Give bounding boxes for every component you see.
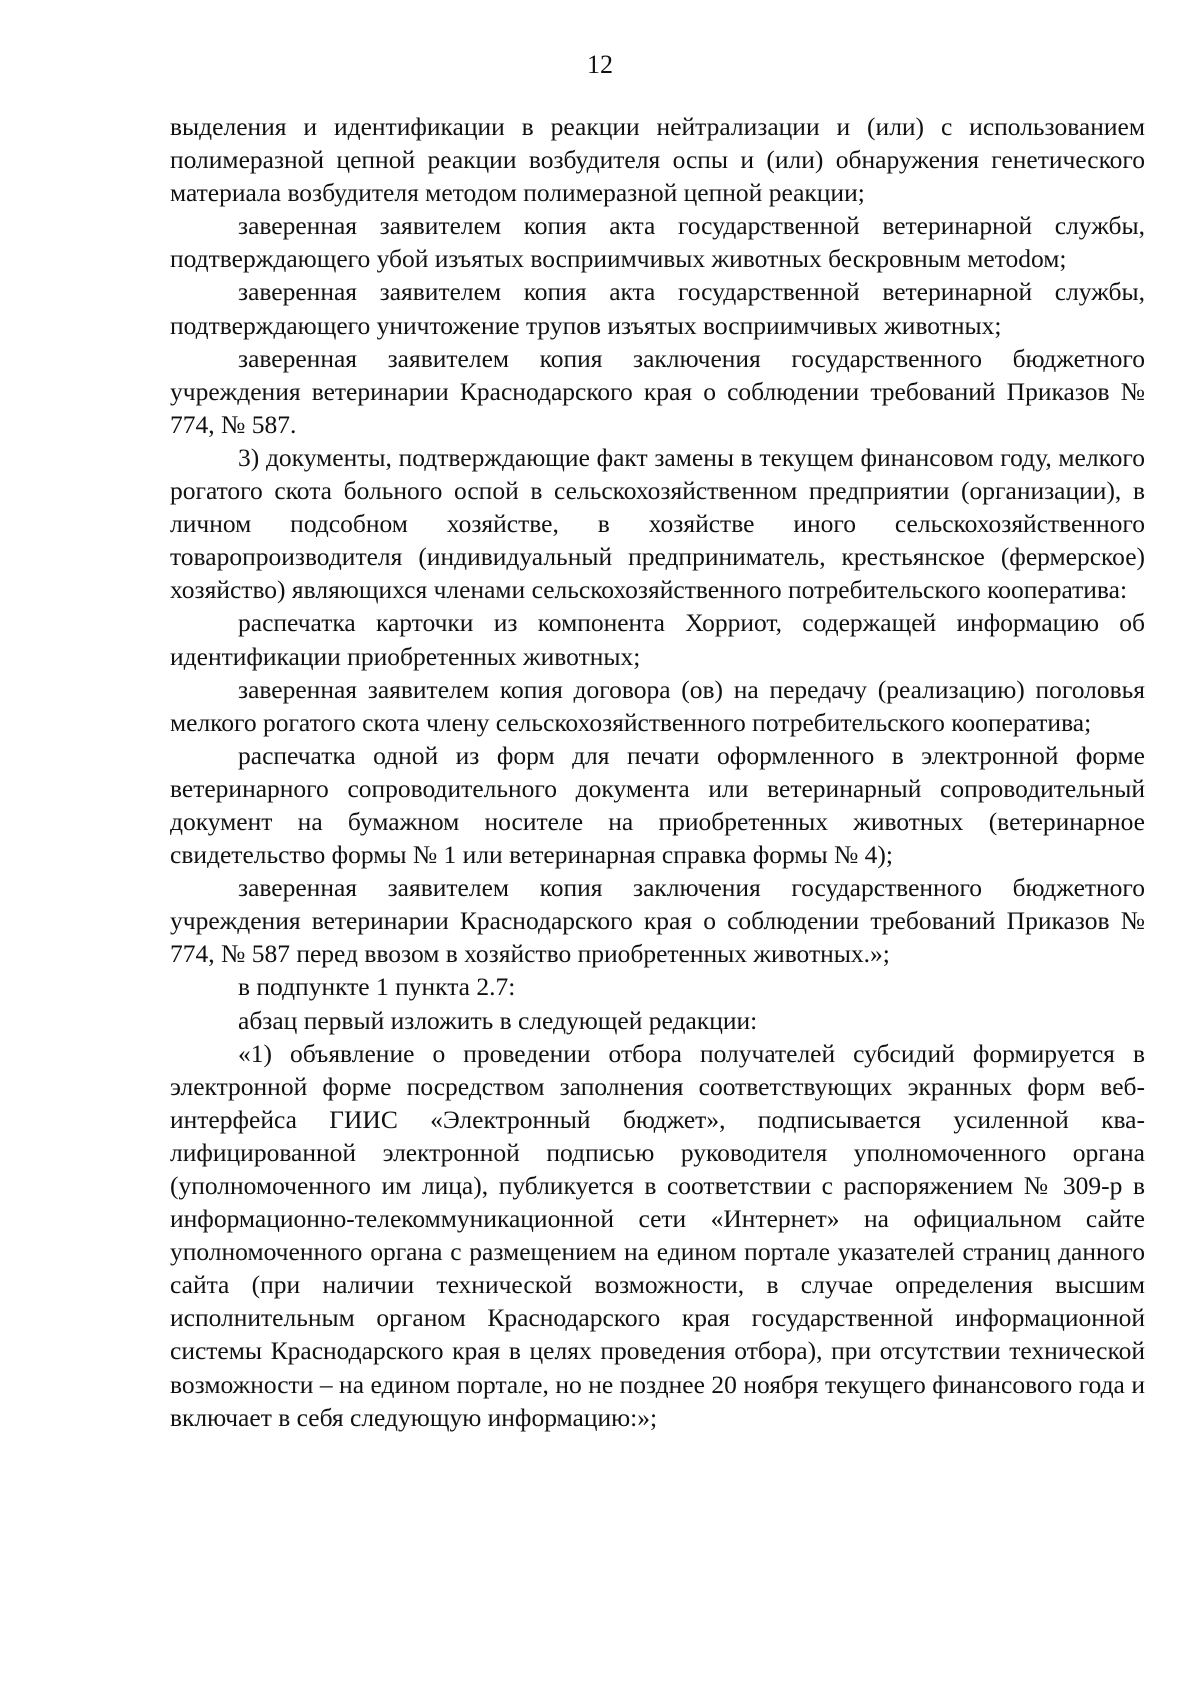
paragraph-selection-announcement: «1) объявление о проведении отбора получателей субсидий формируется в электронной форме посредством заполнения соответствующих экранных форм веб-интерфейса ГИИС «Электронный бюджет», подписывается усиленной квалифицированной электронной подписью руководителя уполномоченного органа (уполномоченного им лица), публикуется в соответствии с распоряжением № 309-р в информационно-телекоммуникационной сети «Интернет» на официальном сайте уполномоченного органа с размещением на едином портале указателей страниц данного сайта (при наличии технической возможности, в случае определения высшим исполнительным органом Краснодарского края государственной информационной системы Краснодарского края в целях проведения отбора), при отсутствии технической возможности – на едином портале, но не позднее 20 ноября текущего финансового года и включает в себя следующую информацию:»; bbox=[170, 1038, 1145, 1432]
paragraph-continuation: выделения и идентификации в реакции нейтрализации и (или) с использованием полимеразной цепной реакции возбудителя оспы и (или) обнаружения генетического материала возбудителя методом полимеразной цепной реакции; bbox=[170, 112, 1145, 208]
paragraph-horriot-card: распечатка карточки из компонента Хорриот, содержащей информацию об идентификации приобретенных животных; bbox=[170, 608, 1145, 671]
document-body bbox=[170, 110, 1145, 1434]
paragraph-vet-accompanying-document: распечатка одной из форм для печати оформленного в электронной форме ветеринарного сопроводительного документа или ветеринарный сопроводительный документ на бумажном носителе на приобретенных животных (ветеринарное свидетельство формы № 1 или ветеринарная справка формы № 4); bbox=[170, 740, 1145, 870]
paragraph-slaughter-act: заверенная заявителем копия акта государственной ветеринарной службы, подтверждающего убой изъятых восприимчивых животных бескровным метоdом; bbox=[170, 211, 1145, 274]
paragraph-carcass-destruction-act: заверенная заявителем копия акта государственной ветеринарной службы, подтверждающего уничтожение трупов изъятых восприимчивых животных; bbox=[170, 277, 1145, 340]
paragraph-vet-conclusion: заверенная заявителем копия заключения государственного бюджетного учреждения ветеринарии Краснодарского края о соблюдении требований Приказов № 774, № 587. bbox=[170, 343, 1145, 439]
paragraph-item-3: 3) документы, подтверждающие факт замены в текущем финансовом году, мелкого рогатого скота больного оспой в сельскохозяйственном предприятии (организации), в личном подсобном хозяйстве, в хозяйстве иного сельскохозяйственного товаропроизводителя (индивидуальный предприниматель, крестьянское (фермерское) хозяйство) являющихся членами сельскохозяйственного потребительского кооператива: bbox=[170, 442, 1145, 605]
paragraph-new-wording: абзац первый изложить в следующей редакции: bbox=[238, 1005, 758, 1035]
paragraph-transfer-contract: заверенная заявителем копия договора (ов) на передачу (реализацию) поголовья мелкого рогатого скота члену сельскохозяйственного потребительского кооператива; bbox=[170, 674, 1145, 737]
paragraph-subclause-2-7: в подпункте 1 пункта 2.7: bbox=[238, 972, 516, 1002]
paragraph-vet-conclusion-import: заверенная заявителем копия заключения государственного бюджетного учреждения ветеринарии Краснодарского края о соблюдении требований Приказов № 774, № 587 перед ввозом в хозяйство приобретенных животных.»; bbox=[170, 873, 1145, 969]
page-number: 12 bbox=[587, 50, 613, 79]
